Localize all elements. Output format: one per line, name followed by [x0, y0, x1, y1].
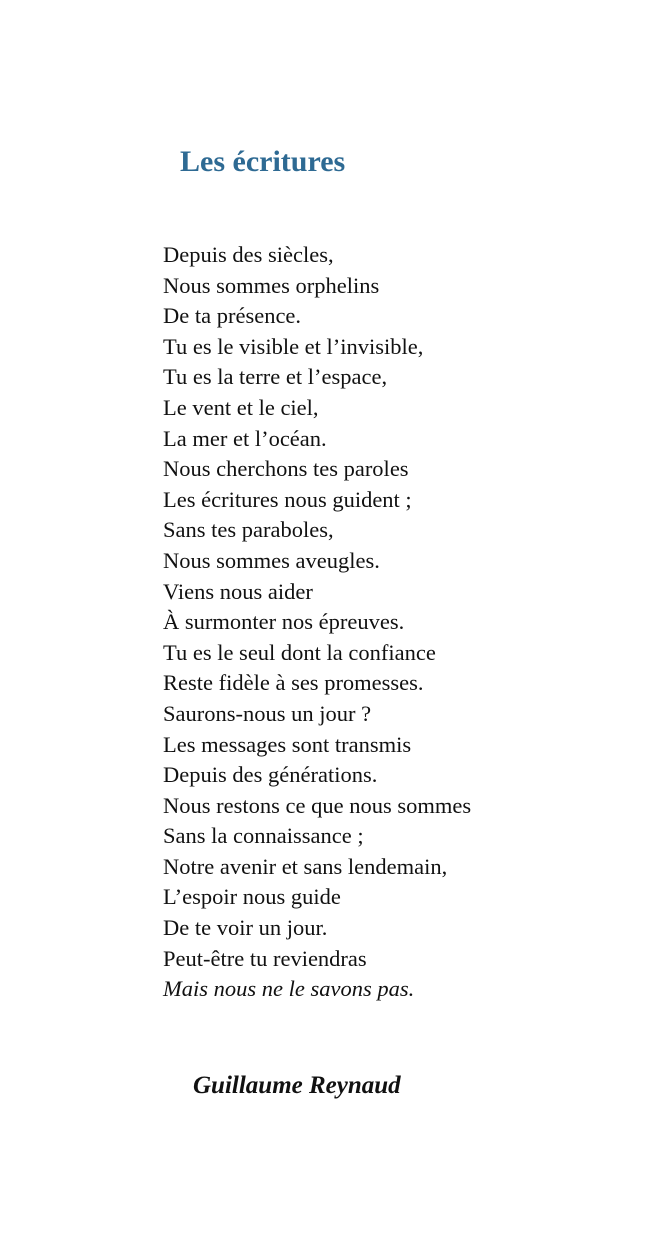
poem-line: Tu es le visible et l’invisible,: [163, 333, 424, 359]
poem-line: La mer et l’océan.: [163, 425, 327, 451]
poem-line: Nous restons ce que nous sommes: [163, 792, 472, 818]
poem-line: Depuis des générations.: [163, 762, 378, 788]
poem-line: Nous cherchons tes paroles: [163, 456, 409, 482]
poem-line: L’espoir nous guide: [163, 884, 341, 910]
poem-line: De ta présence.: [163, 303, 302, 329]
poem-line: Nous sommes orphelins: [163, 272, 380, 298]
poem-line: Les écritures nous guident ;: [163, 486, 412, 512]
poem-line: Les messages sont transmis: [163, 731, 412, 757]
poem-line: De te voir un jour.: [163, 915, 328, 941]
poem-body: [163, 240, 471, 1005]
poem-line: Le vent et le ciel,: [163, 394, 319, 420]
poem-line: Peut-être tu reviendras: [163, 945, 367, 971]
poem-line: Reste fidèle à ses promesses.: [163, 670, 424, 696]
poem-line: Nous sommes aveugles.: [163, 547, 380, 573]
author-name: Guillaume Reynaud: [193, 1072, 401, 1099]
poem-line: Tu es le seul dont la confiance: [163, 639, 436, 665]
poem-title: Les écritures: [180, 145, 346, 178]
poem-line: Sans tes paraboles,: [163, 517, 334, 543]
poem-line: Notre avenir et sans lendemain,: [163, 853, 448, 879]
poem-line: Depuis des siècles,: [163, 242, 334, 267]
poem-line: À surmonter nos épreuves.: [163, 609, 405, 635]
poem-line-final: Mais nous ne le savons pas.: [163, 976, 415, 1002]
poem-line: Viens nous aider: [163, 578, 313, 604]
poem-line: Tu es la terre et l’espace,: [163, 364, 388, 390]
poem-line: Saurons-nous un jour ?: [163, 700, 372, 726]
poem-line: Sans la connaissance ;: [163, 823, 364, 849]
